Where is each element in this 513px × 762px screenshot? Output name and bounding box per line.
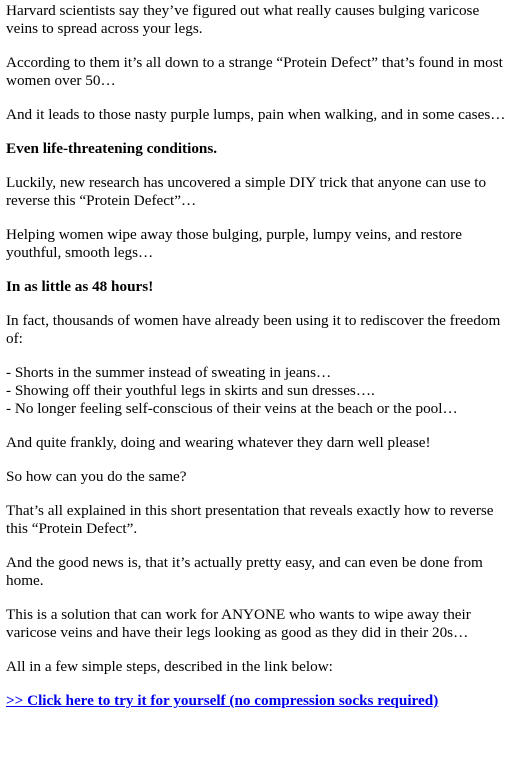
freedom-list <box>6 364 507 418</box>
presentation-paragraph: That’s all explained in this short presentation that reveals exactly how to reverse this “Protein Defect”. <box>6 502 494 537</box>
research-paragraph: Luckily, new research has uncovered a simple DIY trick that anyone can use to reverse this “Protein Defect”… <box>6 174 487 209</box>
list-item: - Shorts in the summer instead of sweating in jeans… <box>6 364 332 381</box>
steps-paragraph: All in a few simple steps, described in the link below: <box>6 658 333 675</box>
list-item: - Showing off their youthful legs in skirts and sun dresses…. <box>6 382 375 399</box>
list-item: - No longer feeling self-conscious of their veins at the beach or the pool… <box>6 400 458 417</box>
symptoms-paragraph: And it leads to those nasty purple lumps, pain when walking, and in some cases… <box>6 106 506 123</box>
cta-link[interactable]: >> Click here to try it for yourself (no compression socks required) <box>6 692 439 709</box>
freedom-intro-paragraph: In fact, thousands of women have already been using it to rediscover the freedom of: <box>6 312 501 347</box>
timeframe-emphasis: In as little as 48 hours! <box>6 278 154 295</box>
protein-defect-paragraph: According to them it’s all down to a strange “Protein Defect” that’s found in most women over 50… <box>6 54 503 89</box>
frankly-paragraph: And quite frankly, doing and wearing whatever they darn well please! <box>6 434 431 451</box>
question-paragraph: So how can you do the same? <box>6 468 187 485</box>
intro-paragraph: Harvard scientists say they’ve figured out what really causes bulging varicose veins to spread across your legs. <box>6 2 480 37</box>
benefit-paragraph: Helping women wipe away those bulging, purple, lumpy veins, and restore youthful, smooth legs… <box>6 226 462 261</box>
warning-emphasis: Even life-threatening conditions. <box>6 140 218 157</box>
cta-paragraph <box>6 692 507 710</box>
solution-paragraph: This is a solution that can work for ANYONE who wants to wipe away their varicose veins and have their legs looking as good as they did in their 20s… <box>6 606 471 641</box>
good-news-paragraph: And the good news is, that it’s actually pretty easy, and can even be done from home. <box>6 554 483 589</box>
